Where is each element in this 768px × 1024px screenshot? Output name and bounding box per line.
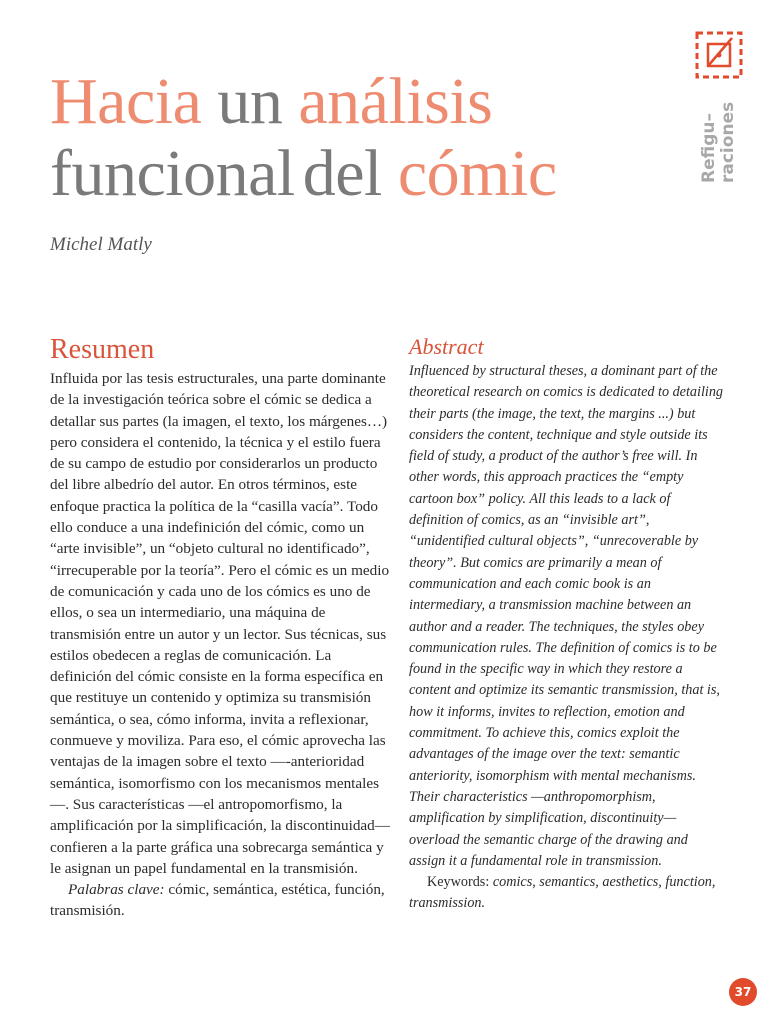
abstract-heading: Abstract [409, 334, 484, 359]
title-word: análisis [298, 65, 493, 138]
title-word: cómic [397, 137, 557, 210]
title-word: un [217, 65, 283, 138]
section-label [700, 102, 738, 183]
keywords-list: comics, semantics, aesthetics, function, transmission. [409, 874, 716, 912]
title-word: del [302, 137, 382, 210]
keywords-label: Palabras clave: [68, 881, 165, 899]
keywords-list: cómic, semántica, estética, función, transmisión. [50, 881, 385, 920]
abstract-body: Influenced by structural theses, a dominant part of the theoretical research on comics is dedicated to detailing their parts (the image, the text, the margins ...) but considers the content, technique and style outside its field of study, a product of the author’s free will. In other words, this approach practices the “empty cartoon box” policy. All this leads to a lack of definition of comics, as an “invisible art”, “unidentified cultural objects”, “unrecoverable by theory”. But comics are primarily a mean of communication and each comic book is an intermediary, a transmission machine between an author and a reader. The techniques, the styles obey communication rules. The definition of comics is to be found in the specific way in which they restore a content and optimize its semantic transmission, that is, how it informs, invites to reflection, emotion and commitment. To achieve this, comics exploit the advantages of the image over the text: semantic anteriority, isomorphism with mental mechanisms. Their characteristics —anthropomorphism, amplification by simplification, discontinuity— overload the semantic charge of the drawing and assign it a fundamental role in transmission. [409, 363, 724, 869]
title-word: funcional [50, 137, 295, 210]
article-title [50, 66, 557, 210]
abstract-keywords [409, 872, 724, 915]
page-number-badge: 37 [729, 978, 757, 1006]
section-label-line: raciones [718, 101, 738, 183]
title-word: Hacia [50, 65, 202, 138]
abstract-column [409, 334, 724, 915]
resumen-keywords [50, 879, 395, 922]
keywords-label: Keywords: [427, 874, 490, 891]
resumen-heading: Resumen [50, 334, 155, 365]
resumen-body: Influida por las tesis estructurales, una parte dominante de la investigación teórica sobre el cómic se dedica a detallar sus partes (la imagen, el texto, los márgenes…) pero considera el contenido, la técnica y el estilo fuera de su campo de estudio por considerarlos un producto del libre albedrío del autor. En otros términos, este enfoque practica la política de la “casilla vacía”. Todo ello conduce a una indefinición del cómic, como un “arte invisible”, un “objeto cultural no identificado”, “irrecuperable por la teoría”. Pero el cómic es un medio de comunicación y cada uno de los cómics es uno de ellos, o sea un intermediario, una máquina de transmisión entre un autor y un lector. Sus técnicas, sus estilos obedecen a reglas de comunicación. La definición del cómic consiste en la forma específica en que restituye un contenido y optimiza su transmisión semántica, o sea, cómo informa, invita a reflexionar, conmueve y moviliza. Para eso, el cómic aprovecha las ventajas de la imagen sobre el texto —-anterioridad semántica, isomorfismo con los mecanismos mentales—. Sus características —el antropomorfismo, la amplificación por la simplificación, la discontinuidad— confieren a la parte gráfica una sobrecarga semántica y le asignan un papel fundamental en la transmisión. [50, 370, 390, 877]
resumen-column [50, 334, 395, 922]
section-label-line: Refigu– [699, 113, 719, 183]
author-name: Michel Matly [50, 234, 152, 255]
refiguraciones-logo-icon [694, 30, 744, 82]
